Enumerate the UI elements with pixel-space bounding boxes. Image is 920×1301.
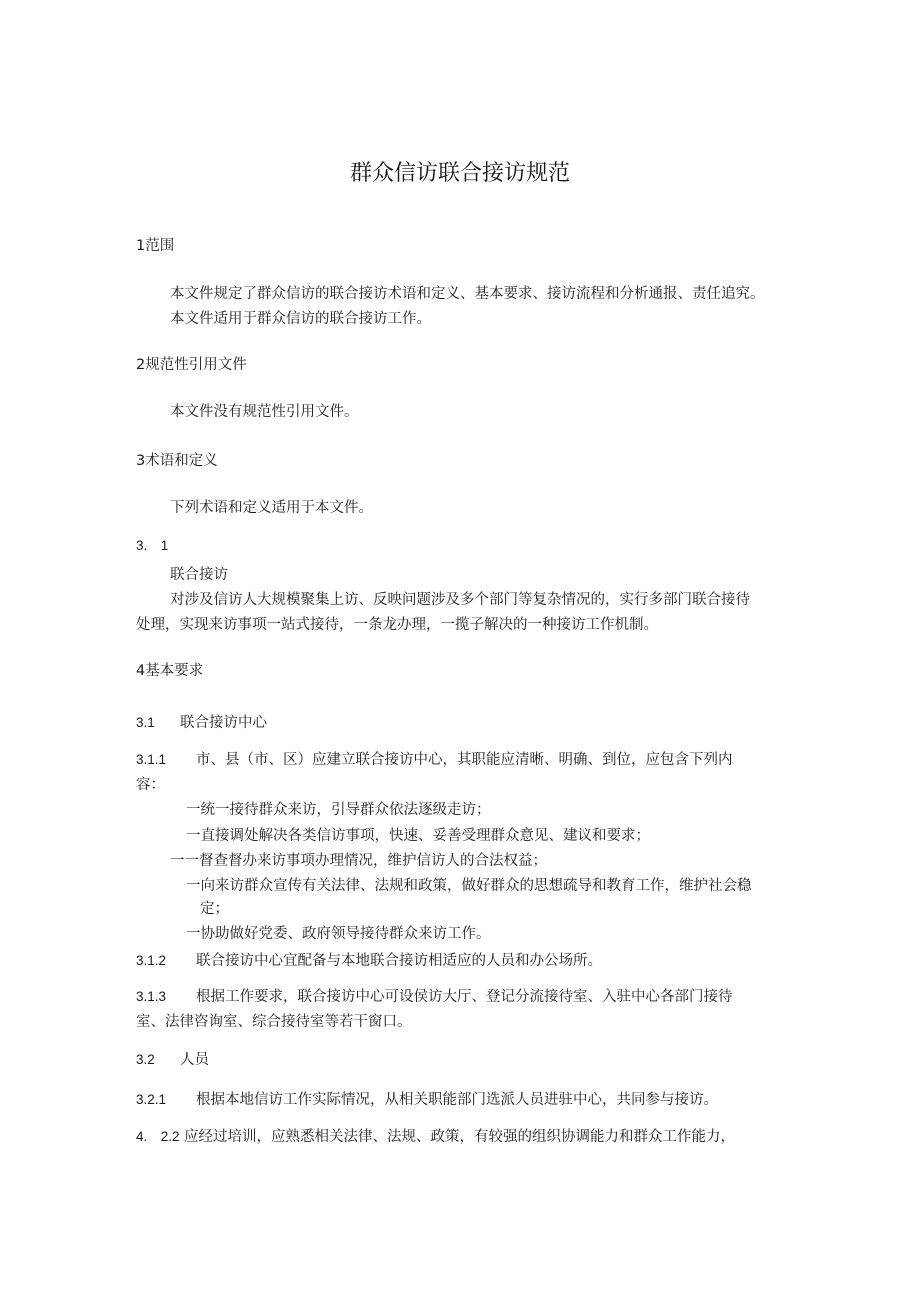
clause-number-3-2: 3.2 [136,1052,155,1067]
clause-3-1-1-line-2: 容： [136,777,165,793]
clause-number-3-1-1: 3.1.1 [136,752,167,767]
clause-title-personnel: 人员 [180,1052,209,1068]
clause-number-3-1-b: 3.1 [136,715,155,730]
term-definition-line-2: 处理，实现来访事项一站式接待，一条龙办理，一揽子解决的一种接访工作机制。 [136,617,658,633]
section-3-heading: 3术语和定义 [136,453,218,469]
clause-number-4-2-2: 4. 2.2 [136,1129,180,1144]
list-item: 一协助做好党委、政府领导接待群众来访工作。 [186,926,491,942]
term-name: 联合接访 [170,567,228,583]
clause-3-2-1-text: 根据本地信访工作实际情况，从相关职能部门选派人员进驻中心，共同参与接访。 [196,1092,718,1108]
clause-number-3-1-3: 3.1.3 [136,989,167,1004]
list-item: 一统一接待群众来访，引导群众依法逐级走访； [186,802,491,818]
list-item: 一直接调处解决各类信访事项，快速、妥善受理群众意见、建议和要求； [186,828,650,844]
page-title: 群众信访联合接访规范 [349,161,570,186]
section-1-paragraph-1: 本文件规定了群众信访的联合接访术语和定义、基本要求、接访流程和分析通报、责任追究。 [170,286,765,302]
clause-3-1-2-text: 联合接访中心宜配备与本地联合接访相适应的人员和办公场所。 [196,953,602,969]
section-2-heading: 2规范性引用文件 [136,357,247,373]
clause-3-1-1-line-1: 市、县（市、区）应建立联合接访中心，其职能应清晰、明确、到位，应包含下列内 [196,752,733,768]
clause-title-joint-center: 联合接访中心 [180,715,267,731]
clause-number-3-2-1: 3.2.1 [136,1092,167,1107]
section-1-paragraph-2: 本文件适用于群众信访的联合接访工作。 [170,311,431,327]
clause-3-1-3-line-1: 根据工作要求，联合接访中心可设侯访大厅、登记分流接待室、入驻中心各部门接待 [196,989,733,1005]
section-2-paragraph-1: 本文件没有规范性引用文件。 [170,404,359,420]
clause-number-3-1: 3. 1 [136,538,169,553]
clause-3-1-3-line-2: 室、法律咨询室、综合接待室等若干窗口。 [136,1014,412,1030]
clause-number-3-1-2: 3.1.2 [136,953,167,968]
list-item-continuation: 定； [200,901,229,917]
list-item: 一一督查督办来访事项办理情况，维护信访人的合法权益； [170,853,547,869]
clause-4-2-2-text: 应经过培训，应熟悉相关法律、法规、政策，有较强的组织协调能力和群众工作能力， [184,1129,735,1145]
term-definition-line-1: 对涉及信访人大规模聚集上访、反映问题涉及多个部门等复杂情况的，实行多部门联合接待 [170,592,750,608]
section-4-heading: 4基本要求 [136,663,204,679]
list-item: 一向来访群众宣传有关法律、法规和政策，做好群众的思想疏导和教育工作，维护社会稳 [186,878,752,894]
section-1-heading: 1范围 [136,238,175,254]
section-3-paragraph-1: 下列术语和定义适用于本文件。 [170,500,373,516]
